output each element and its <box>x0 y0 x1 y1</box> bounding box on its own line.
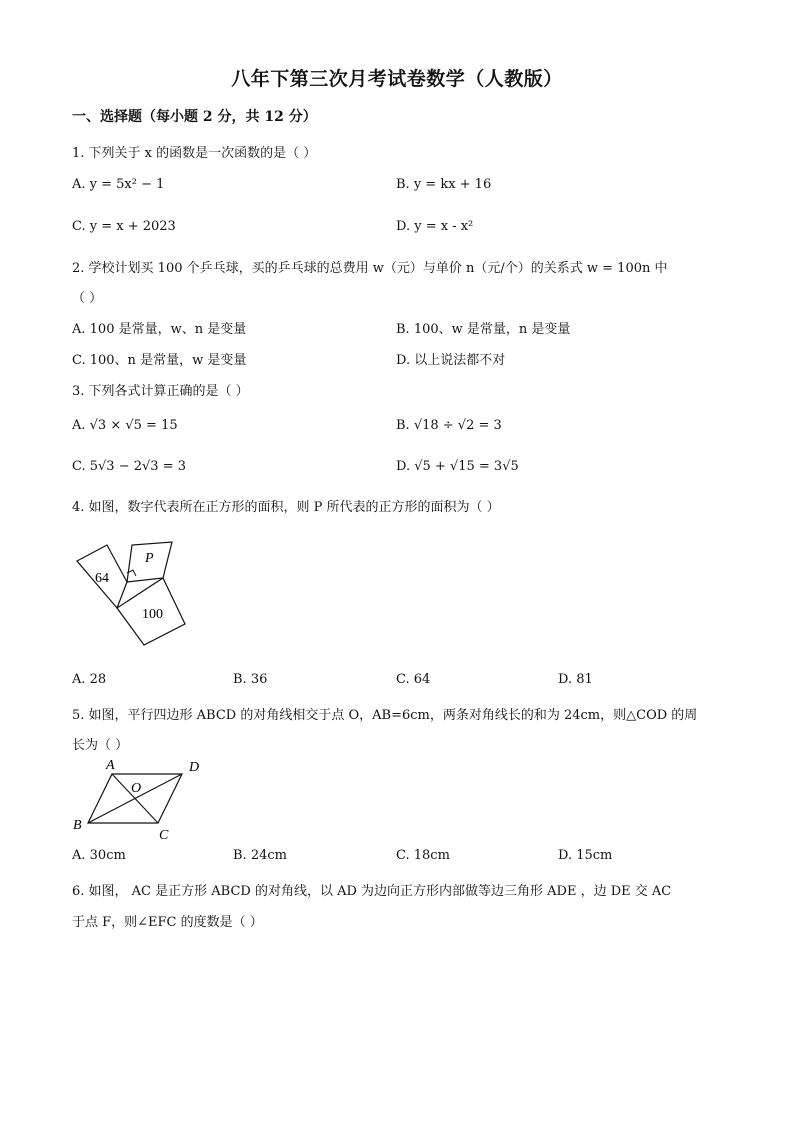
question-1-stem: 1. 下列关于 x 的函数是一次函数的是（ ） <box>72 146 317 161</box>
question-2-option-d: D. 以上说法都不对 <box>396 353 506 368</box>
question-4-option-a: A. 28 <box>72 672 107 687</box>
question-3-option-b: B. √18 ÷ √2 = 3 <box>396 418 502 433</box>
question-5-stem-line1: 5. 如图，平行四边形 ABCD 的对角线相交于点 O，AB=6cm，两条对角线长的和为 24cm，则△COD 的周 <box>72 708 698 723</box>
question-4-stem: 4. 如图，数字代表所在正方形的面积，则 P 所代表的正方形的面积为（ ） <box>72 500 500 515</box>
section-heading: 一、选择题（每小题 2 分，共 12 分） <box>72 109 317 125</box>
question-5-option-a: A. 30cm <box>72 848 126 863</box>
center-o-label: O <box>131 781 142 796</box>
question-5-stem-line2: 长为（ ） <box>72 738 129 753</box>
question-4-option-b: B. 36 <box>233 672 268 687</box>
question-3-option-d: D. √5 + √15 = 3√5 <box>396 459 519 474</box>
question-3-option-a: A. √3 × √5 = 15 <box>72 418 178 433</box>
question-2-option-c: C. 100、n 是常量，w 是变量 <box>72 353 247 368</box>
question-5-option-d: D. 15cm <box>558 848 613 863</box>
question-2-option-a: A. 100 是常量，w、n 是变量 <box>72 322 247 337</box>
question-2-stem-line1: 2. 学校计划买 100 个乒乓球，买的乒乓球的总费用 w（元）与单价 n（元/个）的关系式 w = 100n 中 <box>72 261 668 276</box>
question-1-option-a: A. y = 5x² − 1 <box>72 177 165 192</box>
vertex-c-label: C <box>159 828 169 843</box>
question-1-option-b: B. y = kx + 16 <box>396 177 492 192</box>
question-3-stem: 3. 下列各式计算正确的是（ ） <box>72 384 249 399</box>
question-3-option-c: C. 5√3 − 2√3 = 3 <box>72 459 186 474</box>
vertex-d-label: D <box>189 760 200 775</box>
vertex-a-label: A <box>106 758 115 773</box>
question-6-stem-line1: 6. 如图， AC 是正方形 ABCD 的对角线，以 AD 为边向正方形内部做等边三角形 ADE ，边 DE 交 AC <box>72 884 672 899</box>
label-100: 100 <box>142 607 163 622</box>
page-title: 八年下第三次月考试卷数学（人教版） <box>231 68 563 90</box>
question-4-option-c: C. 64 <box>396 672 431 687</box>
question-1-option-d: D. y = x - x² <box>396 219 474 234</box>
question-2-stem-line2: （ ） <box>72 291 103 306</box>
question-2-option-b: B. 100、w 是常量，n 是变量 <box>396 322 571 337</box>
question-4-option-d: D. 81 <box>558 672 593 687</box>
label-p: P <box>145 551 154 566</box>
parallelogram-figure <box>70 756 210 844</box>
label-64: 64 <box>95 571 109 586</box>
question-1-option-c: C. y = x + 2023 <box>72 219 176 234</box>
squares-figure <box>72 536 197 648</box>
question-5-option-b: B. 24cm <box>233 848 287 863</box>
question-6-stem-line2: 于点 F，则∠EFC 的度数是（ ） <box>72 915 263 930</box>
vertex-b-label: B <box>73 818 82 833</box>
question-5-option-c: C. 18cm <box>396 848 450 863</box>
